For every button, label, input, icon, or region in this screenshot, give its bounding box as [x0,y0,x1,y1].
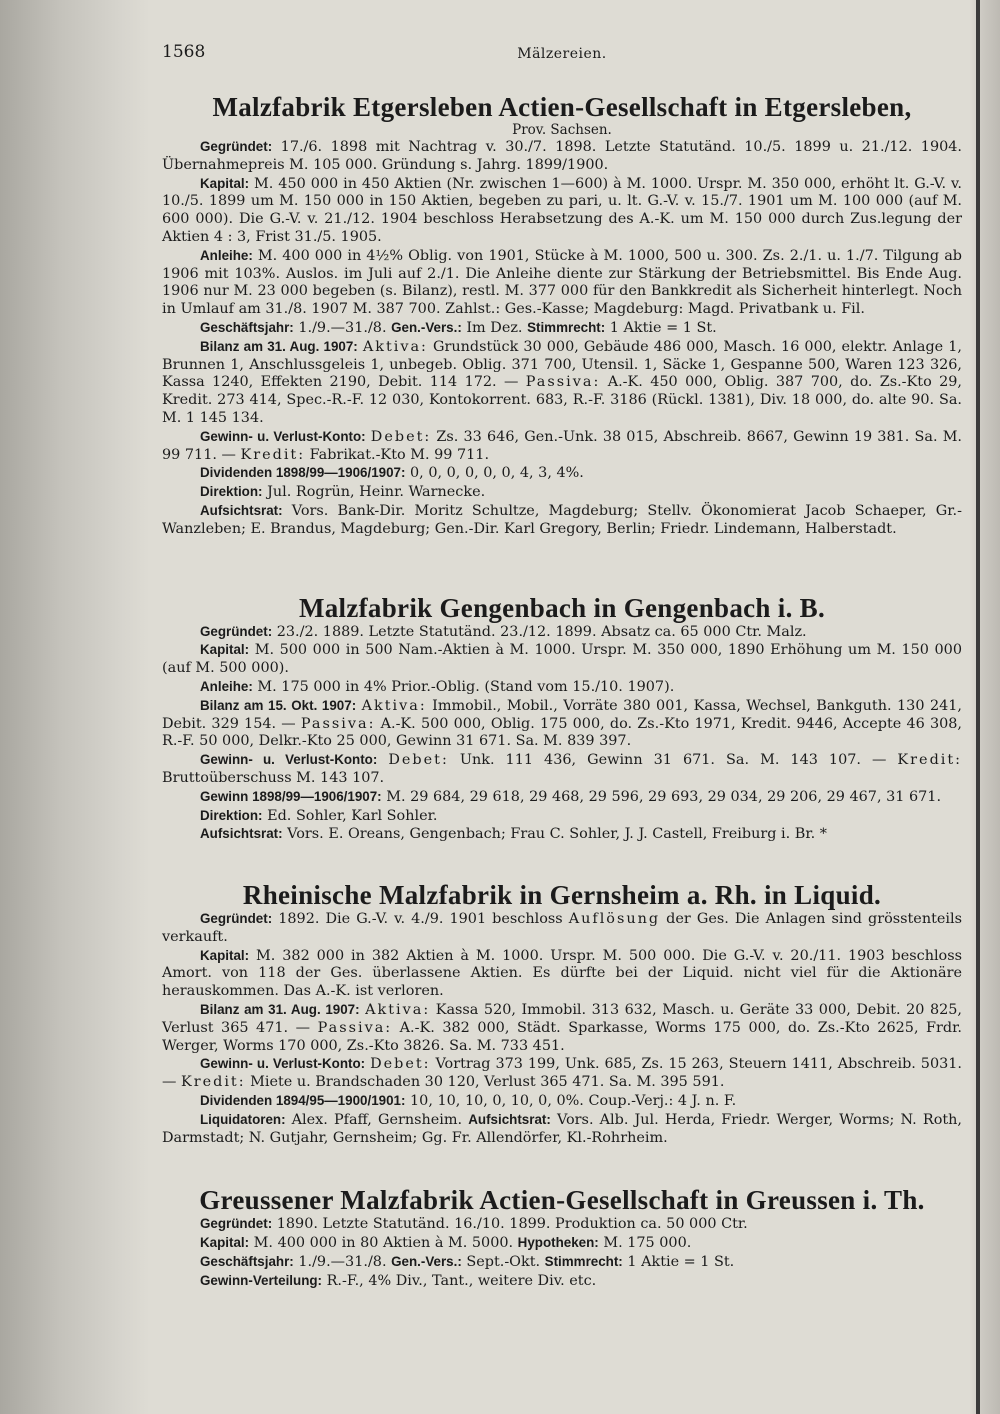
board-paragraph [162,502,962,539]
aktiva-word: Aktiva: [365,1002,431,1019]
field-text: Vors. Bank-Dir. Moritz Schultze, Magdeburg; Stellv. Ökonomierat Jacob Schaeper, Gr.-Wanzleben; E. Brandus, Magdeburg; Gen.-Dir. Karl Gregory, Berlin; Friedr. Lindemann, Halberstadt. [162,502,962,537]
dividends-paragraph [162,1092,962,1111]
founded-paragraph [162,623,962,642]
liquidators-paragraph [162,1111,962,1148]
field-label: Kapital: [200,175,250,191]
field-text: 1890. Letzte Statutänd. 16./10. 1899. Produktion ca. 50 000 Ctr. [272,1216,748,1233]
dissolution-word: Auflösung [568,911,661,928]
running-title: Mälzereien. [517,46,607,62]
field-text: 1./9.—31./8. [293,1254,392,1271]
entry-title: Greussener Malzfabrik Actien-Gesellschaft in Greussen i. Th. [199,1185,925,1216]
field-label: Gen.-Vers.: [391,1254,462,1270]
field-label: Aufsichtsrat: [200,502,283,518]
field-label: Gewinn- u. Verlust-Konto: [200,752,378,768]
entry-gengenbach [162,593,962,845]
field-text: Vors. E. Oreans, Gengenbach; Frau C. Sohler, J. J. Castell, Freiburg i. Br. * [282,826,827,843]
entry-gernsheim [162,880,962,1147]
field-text: M. 450 000 in 450 Aktien (Nr. zwischen 1—600) à M. 1000. Urspr. M. 350 000, erhöht lt. G.-V. v. 10./5. 1899 um M. 150 000 in 150 Aktien, begeben zu pari, u. lt. G.-V. v. 15./7. 1901 um M. 100 000 (auf M. 600 000). Die G.-V. v. 21./12. 1904 beschloss Herabsetzung des A.-K. um M. 150 000 durch Zus.legung der Aktien 4 : 3, Frist 31./5. 1905. [162,175,962,245]
field-label: Direktion: [200,807,263,823]
field-text: Im Dez. [461,319,528,336]
management-paragraph [162,483,962,502]
field-text: 1 Aktie = 1 St. [605,319,717,336]
field-text: Kassa 520, Immobil. 313 632, Masch. u. Geräte 33 000, Debit. 20 825, Verlust 365 471. — [162,1002,962,1036]
field-text: M. 400 000 in 4½% Oblig. von 1901, Stücke à M. 1000, 500 u. 300. Zs. 2./1. u. 1./7. Tilgung ab 1906 mit 103%. Auslos. im Juli auf 2./1. Die Anleihe diente zur Stärkung der Betriebsmittel. Bis Ende Aug. 1906 nur M. 23 000 begeben (s. Bilanz), restl. M. 377 000 für den Bankkredit als Sicherheit hinterlegt. Noch in Umlauf am 31./8. 1907 M. 387 700. Zahlst.: Ges.-Kasse; Magdeburg: Magd. Privatbank u. Fil. [162,247,962,318]
field-label: Gewinn-Verteilung: [200,1272,323,1288]
field-text: Fabrikat.-Kto M. 99 711. [305,446,490,463]
entry-greussen [162,1185,962,1290]
field-text: Bruttoüberschuss M. 143 107. [162,769,385,786]
field-text: A.-K. 450 000, Oblig. 387 700, do. Zs.-Kto 29, Kredit. 273 414, Spec.-R.-F. 12 030, Kontokorrent. 683, R.-F. 3186 (Rückl. 1381), Div. 18 000, do. alte 90. Sa. M. 1 145 134. [162,374,962,426]
founded-paragraph [162,910,962,947]
field-text: M. 175 000. [598,1235,692,1252]
field-text: M. 500 000 in 500 Nam.-Aktien à M. 1000. Urspr. M. 350 000, 1890 Erhöhung um M. 150 000 (auf M. 500 000). [162,642,962,677]
field-label: Gegründet: [200,911,273,927]
field-label: Dividenden 1894/95—1900/1901: [200,1093,406,1109]
running-header [162,44,962,70]
fiscal-paragraph [162,1253,962,1272]
field-text: Vortrag 373 199, Unk. 685, Zs. 15 263, Steuern 1411, Abschreib. 5031. — [162,1056,963,1091]
capital-paragraph [162,175,962,247]
dividends-paragraph [162,464,962,483]
field-text: 10, 10, 10, 0, 10, 0, 0%. Coup.-Verj.: 4 J. n. F. [405,1093,737,1110]
field-label: Anleihe: [200,678,253,694]
capital-paragraph [162,947,962,1001]
management-paragraph [162,807,962,826]
entry-subtitle: Prov. Sachsen. [512,122,612,138]
debet-word: Debet: [388,752,449,769]
field-label: Gewinn 1898/99—1906/1907: [200,788,382,804]
board-paragraph [162,825,962,844]
field-text: M. 175 000 in 4% Prior.-Oblig. (Stand vom 15./10. 1907). [252,678,675,695]
field-label: Kapital: [200,947,250,963]
field-label: Hypotheken: [517,1235,599,1251]
field-label: Gegründet: [200,139,273,154]
field-text: Miete u. Brandschaden 30 120, Verlust 365 471. Sa. M. 395 591. [245,1074,725,1091]
field-label: Gewinn- u. Verlust-Konto: [200,1056,366,1072]
field-text: Vors. Alb. Jul. Herda, Friedr. Werger, Worms; N. Roth, Darmstadt; N. Gutjahr, Gernsheim; Gg. Fr. Allendörfer, Kl.-Rohrheim. [162,1111,962,1146]
field-text: A.-K. 382 000, Städt. Sparkasse, Worms 175 000, do. Zs.-Kto 2625, Frdr. Werger, Worms 170 000, Zs.-Kto 3826. Sa. M. 733 451. [162,1019,963,1054]
field-text: Jul. Rogrün, Heinr. Warnecke. [262,484,486,501]
passiva-word: Passiva: [525,374,601,391]
profit-loss-paragraph [162,751,962,788]
entry-etgersleben [162,92,962,539]
field-text: Sept.-Okt. [461,1254,545,1271]
balance-paragraph [162,338,962,428]
field-text: 17./6. 1898 mit Nachtrag v. 30./7. 1898. Letzte Statutänd. 10./5. 1899 u. 21./12. 1904. Übernahmepreis M. 105 000. Gründung s. Jahrg. 1899/1900. [162,139,962,173]
capital-paragraph [162,641,962,678]
balance-paragraph [162,1001,962,1055]
field-label: Anleihe: [200,247,253,263]
field-text: 1 Aktie = 1 St. [622,1254,735,1271]
field-label: Liquidatoren: [200,1111,286,1127]
field-text: Zs. 33 646, Gen.-Unk. 38 015, Abschreib. 8667, Gewinn 19 381. Sa. M. 99 711. — [162,428,963,463]
field-text: R.-F., 4% Div., Tant., weitere Div. etc. [322,1272,597,1289]
fiscal-paragraph [162,319,962,338]
field-label: Aufsichtsrat: [468,1111,551,1127]
field-label: Gegründet: [200,623,273,639]
book-page [162,44,962,1291]
field-label: Direktion: [200,484,263,500]
field-label: Stimmrecht: [544,1254,623,1270]
field-label: Aufsichtsrat: [200,826,283,842]
profit-distribution-paragraph [162,1272,962,1291]
passiva-word: Passiva: [317,1019,393,1036]
field-text: M. 400 000 in 80 Aktien à M. 5000. [249,1235,518,1252]
field-text: 1892. Die G.-V. v. 4./9. 1901 beschloss [272,911,569,928]
passiva-word: Passiva: [300,715,376,732]
aktiva-word: Aktiva: [361,697,427,714]
entry-title: Rheinische Malzfabrik in Gernsheim a. Rh. in Liquid. [242,880,882,911]
field-text: 0, 0, 0, 0, 0, 0, 4, 3, 4%. [405,465,584,482]
field-label: Geschäftsjahr: [200,1254,294,1270]
kredit-word: Kredit: [180,1074,246,1091]
entry-title: Malzfabrik Gengenbach in Gengenbach i. B. [298,592,826,623]
kredit-word: Kredit: [240,446,306,463]
kredit-word: Kredit: [897,752,963,769]
profit-loss-paragraph [162,1055,962,1092]
entry-title: Malzfabrik Etgersleben Actien-Gesellschaft in Etgersleben, [212,92,912,122]
field-label: Bilanz am 15. Okt. 1907: [200,697,357,713]
loan-paragraph [162,247,962,319]
field-text: M. 382 000 in 382 Aktien à M. 1000. Urspr. M. 500 000. Die G.-V. v. 20./11. 1903 beschloss Amort. von 118 der Ges. überlassene Aktien. Es dürfte bei der Liquid. nicht viel für die Aktionäre herauskommen. Das A.-K. ist verloren. [162,947,962,1000]
profit-loss-paragraph [162,428,962,465]
balance-paragraph [162,697,962,751]
page-number: 1568 [162,42,206,62]
field-label: Bilanz am 31. Aug. 1907: [200,1002,360,1018]
field-label: Kapital: [200,1235,250,1251]
field-text: Grundstück 30 000, Gebäude 486 000, Masch. 16 000, elektr. Anlage 1, Brunnen 1, Anschlussgeleis 1, unbegeb. Oblig. 371 700, Utensil. 1, Säcke 1, Gespanne 500, Waren 123 326, Kassa 1240, Effekten 2190, Debit. 114 172. — [162,338,962,391]
field-label: Gewinn- u. Verlust-Konto: [200,428,366,444]
field-label: Gegründet: [200,1216,273,1232]
capital-paragraph [162,1234,962,1253]
field-text: 1./9.—31./8. [293,319,392,336]
debet-word: Debet: [370,428,432,445]
field-label: Kapital: [200,642,250,658]
field-label: Stimmrecht: [527,319,606,335]
founded-paragraph [162,1215,962,1234]
field-text: Immobil., Mobil., Vorräte 380 001, Kassa, Wechsel, Bankguth. 130 241, Debit. 329 154. — [162,697,962,732]
debet-word: Debet: [370,1056,431,1073]
field-text: Alex. Pfaff, Gernsheim. [285,1111,469,1128]
field-label: Geschäftsjahr: [200,319,294,335]
field-text: A.-K. 500 000, Oblig. 175 000, do. Zs.-Kto 1971, Kredit. 9446, Accepte 46 308, R.-F. 50 000, Delkr.-Kto 25 000, Gewinn 31 671. Sa. M. 839 397. [162,715,962,750]
loan-paragraph [162,678,962,697]
field-text: Unk. 111 436, Gewinn 31 671. Sa. M. 143 107. — [448,752,898,769]
field-text: Ed. Sohler, Karl Sohler. [262,807,438,824]
field-text: M. 29 684, 29 618, 29 468, 29 596, 29 693, 29 034, 29 206, 29 467, 31 671. [381,788,942,805]
book-gutter-shadow [0,0,150,1414]
profits-paragraph [162,788,962,807]
founded-paragraph [162,138,962,175]
aktiva-word: Aktiva: [362,338,428,355]
field-label: Bilanz am 31. Aug. 1907: [200,338,358,354]
field-label: Gen.-Vers.: [391,319,462,335]
field-text: der Ges. Die Anlagen sind grösstenteils verkauft. [162,911,962,945]
page-right-edge [970,0,1000,1414]
field-label: Dividenden 1898/99—1906/1907: [200,465,406,481]
field-text: 23./2. 1889. Letzte Statutänd. 23./12. 1899. Absatz ca. 65 000 Ctr. Malz. [272,623,807,640]
